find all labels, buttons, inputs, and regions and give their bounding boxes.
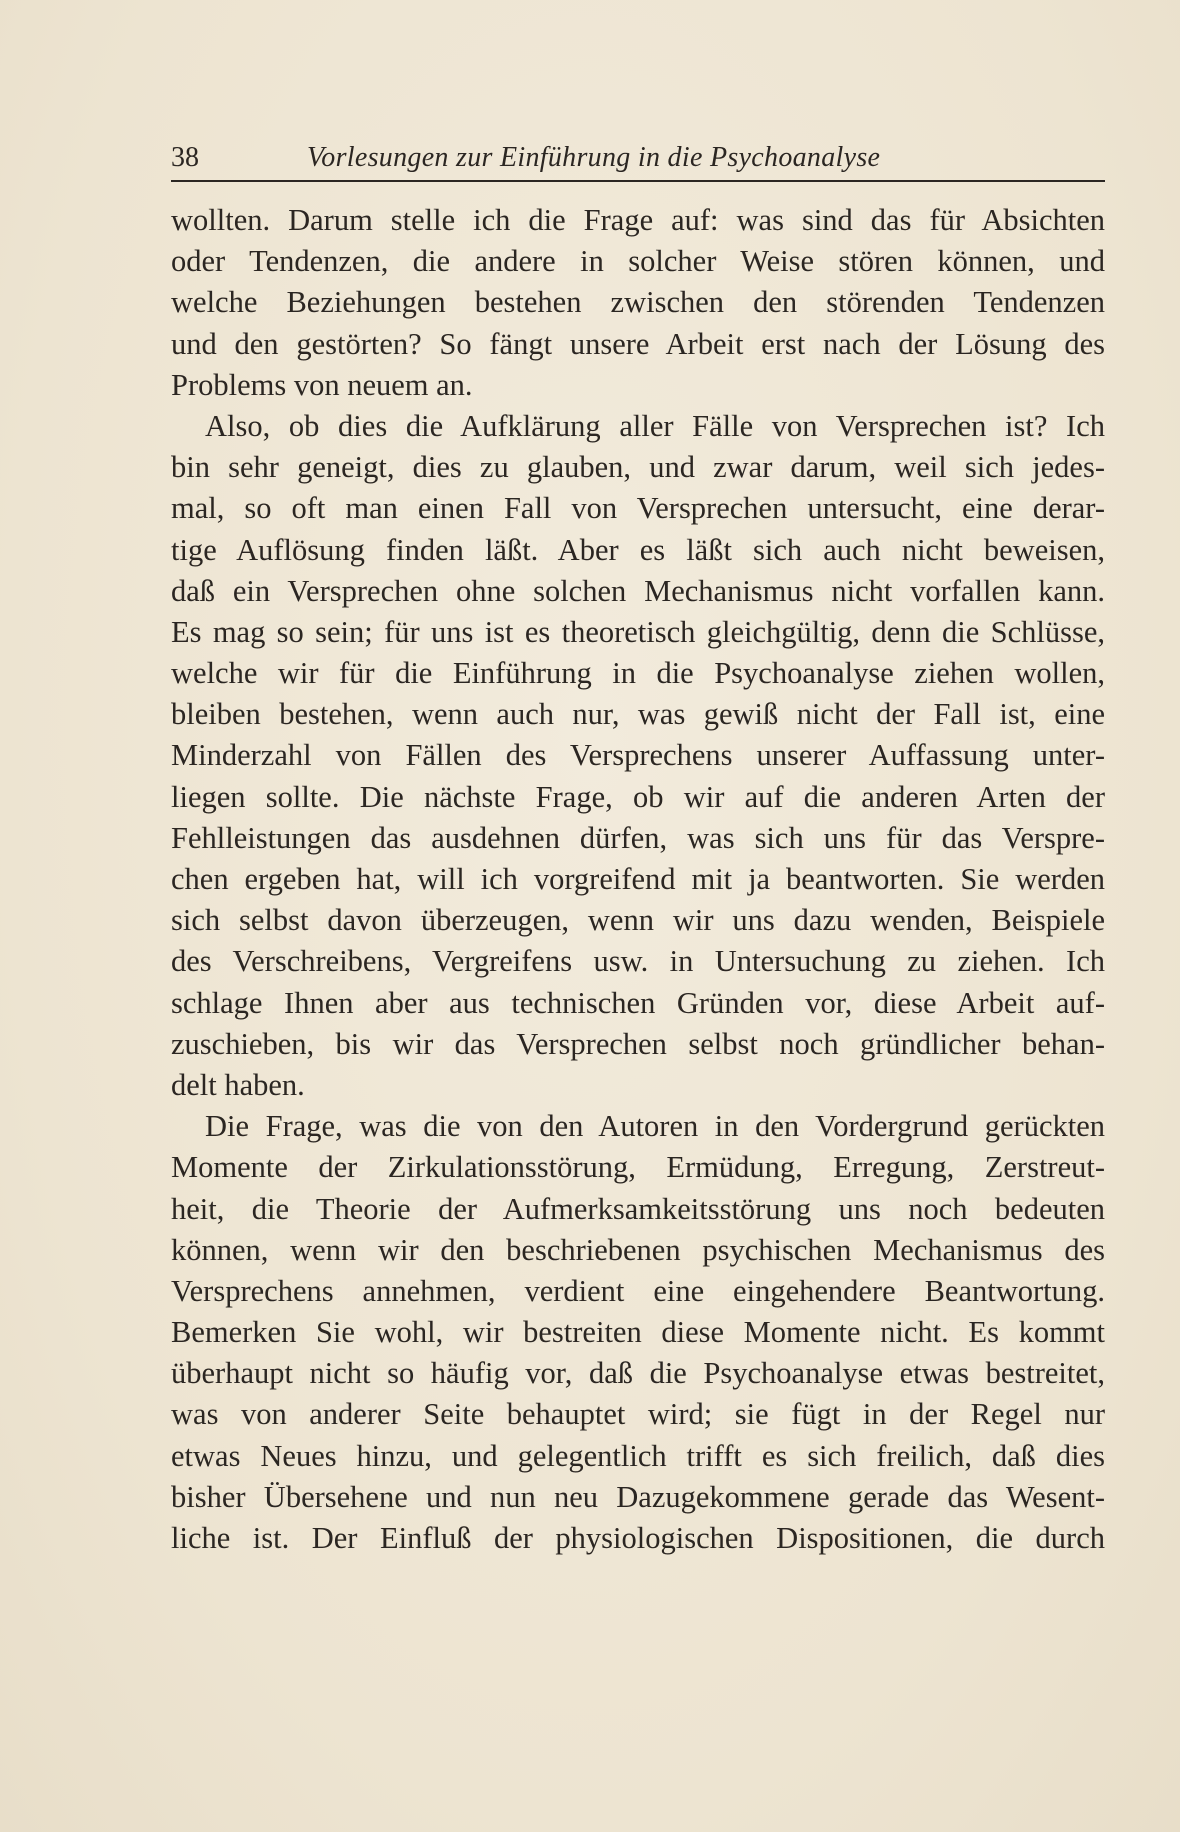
paragraph	[171, 1106, 1105, 1559]
text-line: können, wenn wir den beschriebenen psychischen Mechanismus des	[171, 1232, 1105, 1267]
text-line: delt haben.	[171, 1067, 305, 1102]
text-line: zuschieben, bis wir das Versprechen selbst noch gründlicher behan-	[171, 1026, 1105, 1061]
text-line: daß ein Versprechen ohne solchen Mechanismus nicht vorfallen kann.	[171, 573, 1105, 608]
text-line: welche Beziehungen bestehen zwischen den störenden Tendenzen	[171, 285, 1105, 320]
text-line: des Verschreibens, Vergreifens usw. in Untersuchung zu ziehen. Ich	[171, 944, 1105, 979]
text-line: Also, ob dies die Aufklärung aller Fälle von Versprechen ist? Ich	[205, 408, 1105, 443]
text-line: Die Frage, was die von den Autoren in den Vordergrund gerückten	[205, 1109, 1105, 1144]
text-line: Momente der Zirkulationsstörung, Ermüdung, Erregung, Zerstreut-	[171, 1150, 1105, 1185]
text-line: Bemerken Sie wohl, wir bestreiten diese Momente nicht. Es kommt	[171, 1315, 1105, 1350]
text-line: schlage Ihnen aber aus technischen Gründen vor, diese Arbeit auf-	[171, 985, 1105, 1020]
text-line: wollten. Darum stelle ich die Frage auf: was sind das für Absichten	[171, 203, 1105, 237]
text-line: bleiben bestehen, wenn auch nur, was gewiß nicht der Fall ist, eine	[171, 697, 1105, 732]
body-text	[171, 200, 1105, 1559]
text-line: sich selbst davon überzeugen, wenn wir uns dazu wenden, Beispiele	[171, 903, 1105, 938]
paragraph	[171, 406, 1105, 1106]
page-number: 38	[171, 142, 199, 173]
text-line: liche ist. Der Einfluß der physiologischen Dispositionen, die durch	[171, 1521, 1105, 1555]
text-line: Fehlleistungen das ausdehnen dürfen, was sich uns für das Verspre-	[171, 820, 1105, 855]
text-line: bisher Übersehene und nun neu Dazugekommene gerade das Wesent-	[171, 1479, 1105, 1514]
text-line: bin sehr geneigt, dies zu glauben, und zwar darum, weil sich jedes-	[171, 450, 1105, 485]
text-line: und den gestörten? So fängt unsere Arbeit erst nach der Lösung des	[171, 326, 1105, 361]
text-line: oder Tendenzen, die andere in solcher Weise stören können, und	[171, 244, 1105, 279]
text-line: heit, die Theorie der Aufmerksamkeitsstörung uns noch bedeuten	[171, 1191, 1105, 1226]
text-line: tige Auflösung finden läßt. Aber es läßt sich auch nicht beweisen,	[171, 532, 1105, 567]
text-line: etwas Neues hinzu, und gelegentlich trifft es sich freilich, daß dies	[171, 1438, 1105, 1473]
running-title: Vorlesungen zur Einführung in die Psychoanalyse	[307, 142, 881, 173]
text-line: welche wir für die Einführung in die Psychoanalyse ziehen wollen,	[171, 656, 1105, 691]
text-line: Es mag so sein; für uns ist es theoretisch gleichgültig, denn die Schlüsse,	[171, 614, 1105, 649]
text-line: Minderzahl von Fällen des Versprechens unserer Auffassung unter-	[171, 738, 1105, 773]
text-line: Problems von neuem an.	[171, 367, 473, 402]
text-line: Versprechens annehmen, verdient eine eingehendere Beantwortung.	[171, 1273, 1105, 1308]
text-line: überhaupt nicht so häufig vor, daß die Psychoanalyse etwas bestreitet,	[171, 1356, 1105, 1391]
text-line: was von anderer Seite behauptet wird; sie fügt in der Regel nur	[171, 1397, 1105, 1432]
text-line: chen ergeben hat, will ich vorgreifend mit ja beantworten. Sie werden	[171, 862, 1105, 896]
text-line: liegen sollte. Die nächste Frage, ob wir auf die anderen Arten der	[171, 779, 1105, 814]
paragraph	[171, 200, 1105, 406]
header-rule	[171, 180, 1105, 182]
text-line: mal, so oft man einen Fall von Versprechen untersucht, eine derar-	[171, 491, 1105, 526]
page-header	[171, 138, 1105, 178]
